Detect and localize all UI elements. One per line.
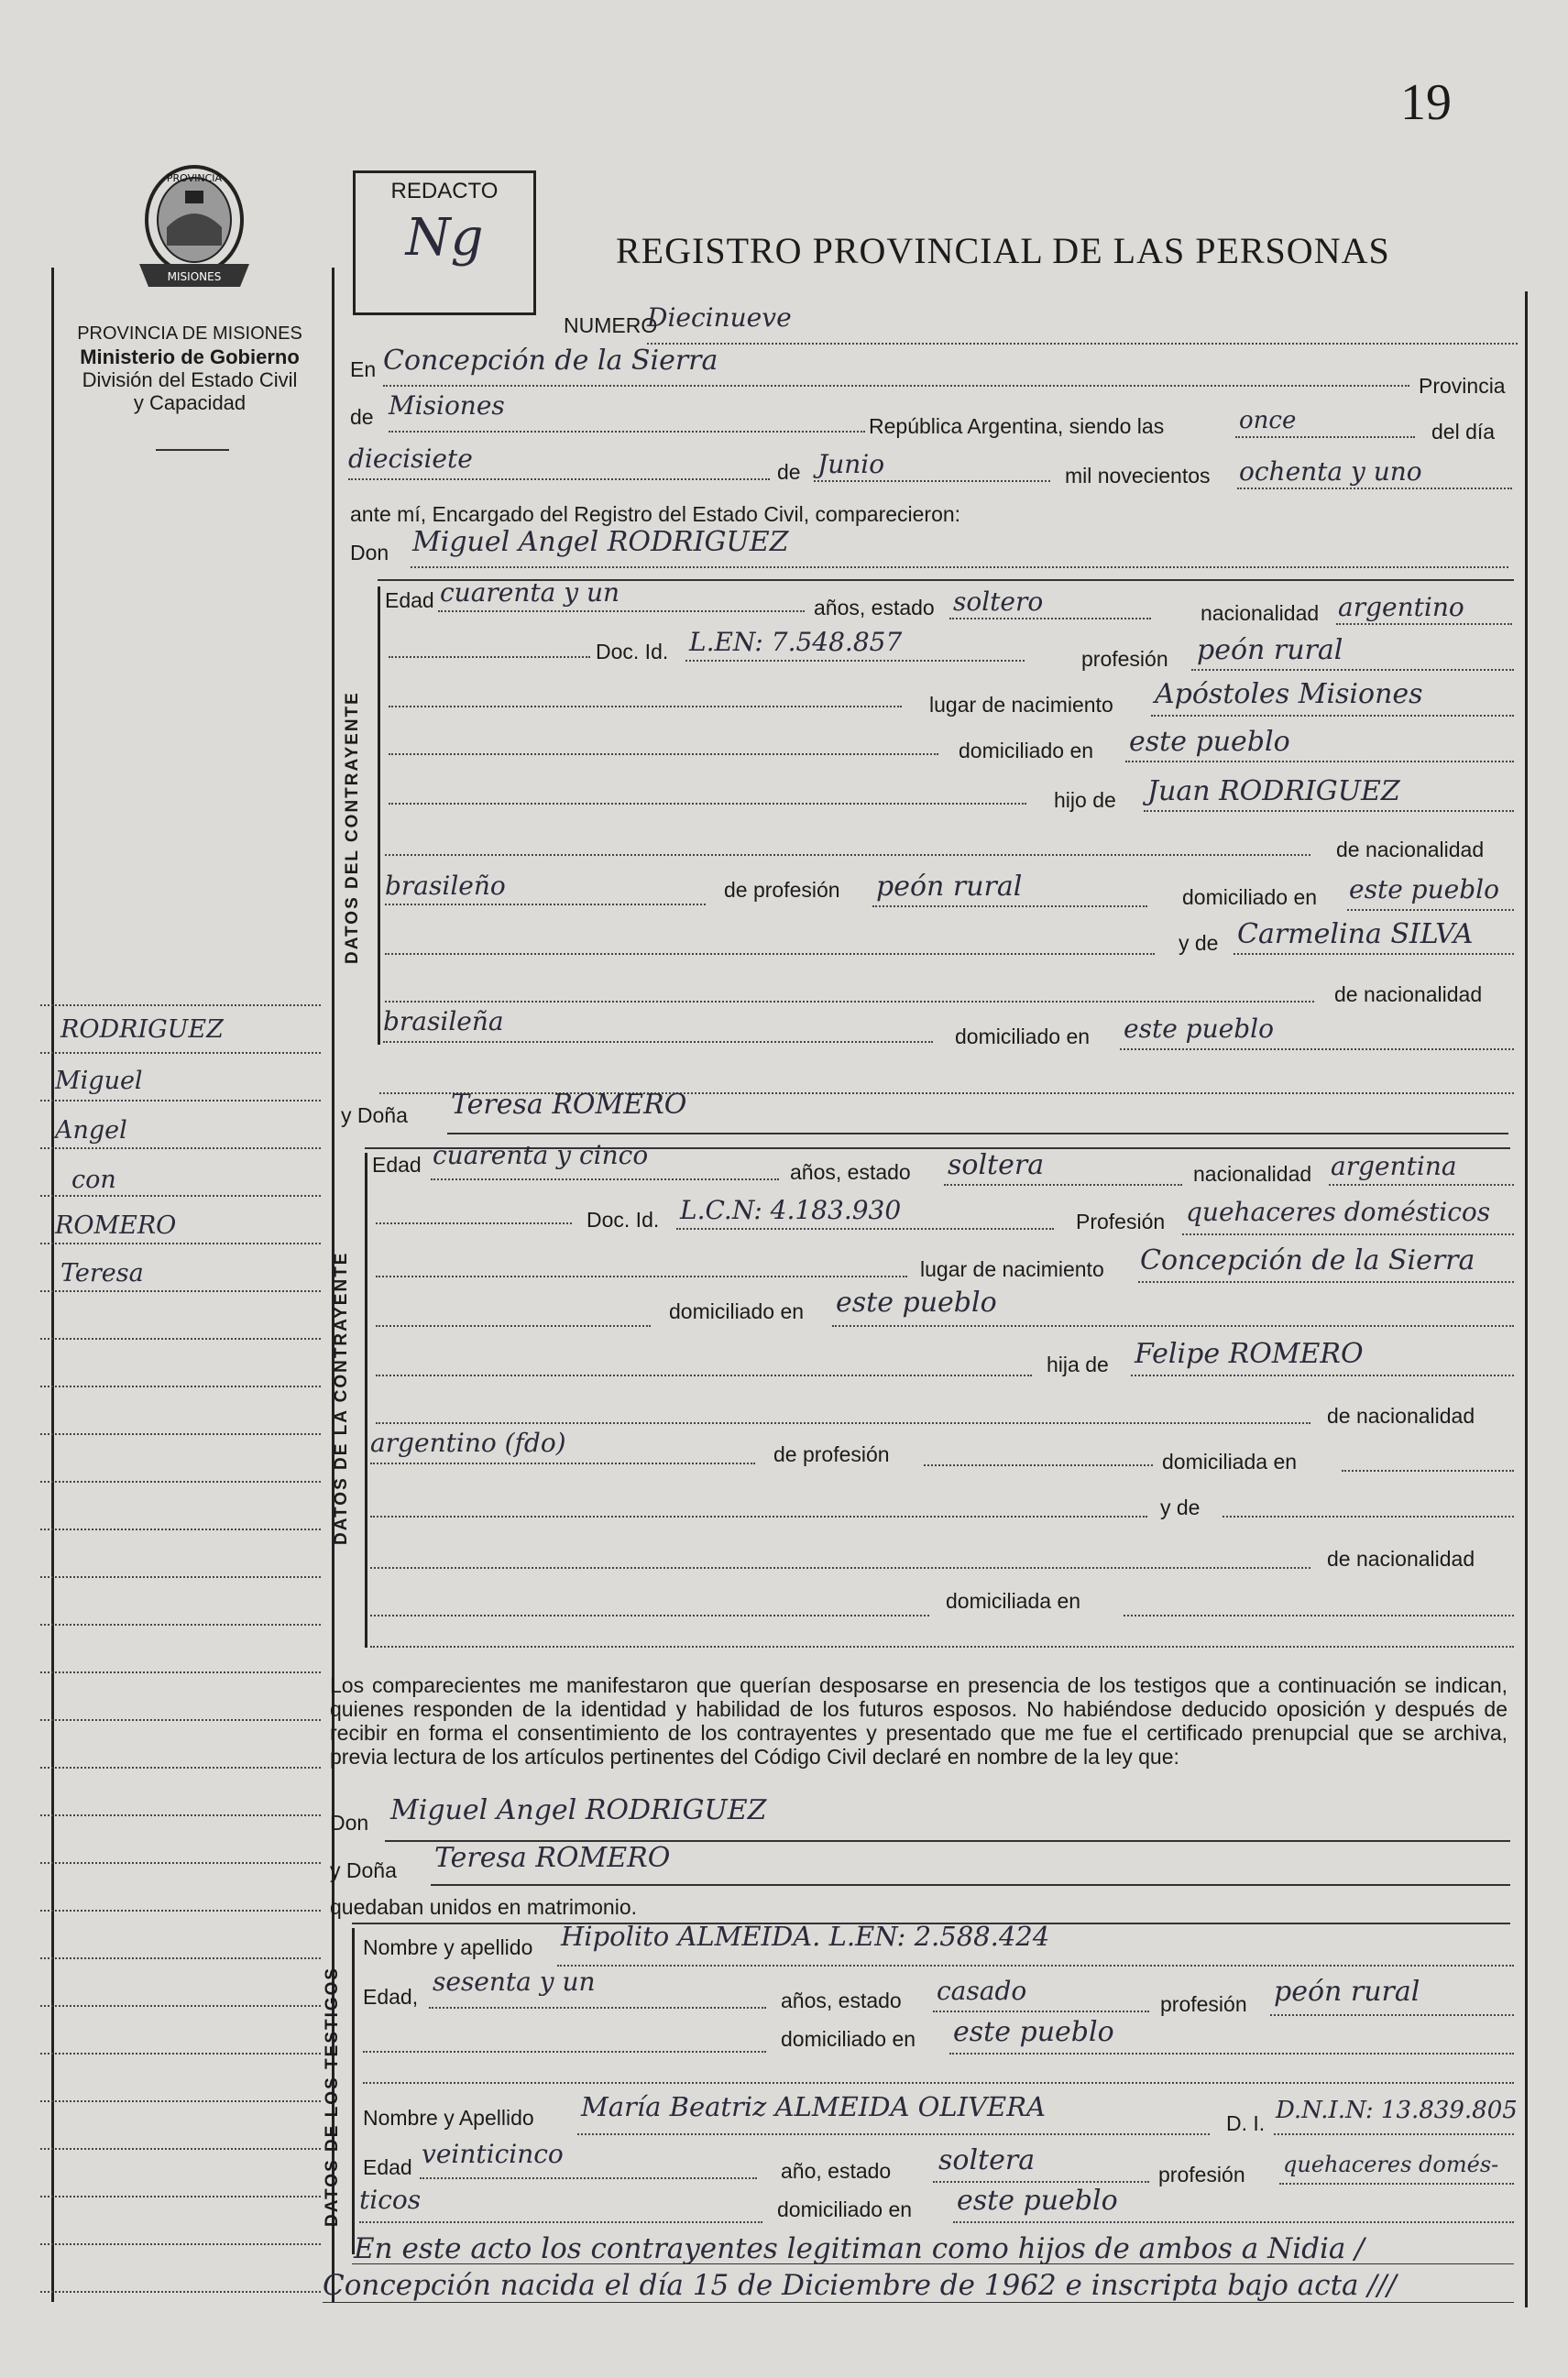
provincia-value: Misiones — [389, 390, 505, 421]
de-mes-label: de — [777, 460, 801, 484]
c-hijo-label: hijo de — [1054, 788, 1116, 812]
ante-mi-text: ante mí, Encargado del Registro del Estado Civil, comparecieron: — [350, 502, 961, 526]
ca-domiciliada-label: domiciliada en — [1162, 1450, 1298, 1474]
t2-estado-value: soltera — [938, 2144, 1036, 2176]
c-nacionalidad-value: argentino — [1338, 592, 1464, 622]
margin-given-3: Teresa — [60, 1259, 144, 1288]
margin-rule — [40, 1052, 321, 1054]
c-de-profesion-label: de profesión — [724, 878, 840, 902]
c-lugar-label: lugar de nacimiento — [929, 693, 1113, 717]
dona-label: y Doña — [341, 1103, 408, 1127]
mil-label: mil novecientos — [1065, 464, 1211, 488]
margin-rule — [40, 1957, 321, 1959]
c-domicilio-label: domiciliado en — [959, 739, 1094, 762]
margin-rule — [40, 2291, 321, 2293]
stamp-initials: Ng — [405, 208, 484, 268]
margin-rule — [40, 1576, 321, 1578]
t1-estado-value: casado — [937, 1976, 1027, 2006]
redacto-stamp — [353, 170, 536, 315]
t2-nombre-label: Nombre y Apellido — [363, 2106, 534, 2130]
margin-rule — [40, 2196, 321, 2197]
t1-nombre-label: Nombre y apellido — [363, 1935, 533, 1959]
lugar-value: Concepción de la Sierra — [383, 345, 718, 377]
t2-domicilio-value: este pueblo — [957, 2185, 1118, 2217]
don-label: Don — [350, 541, 389, 564]
del-dia-label: del día — [1431, 420, 1496, 444]
t2-profesion-value: quehaceres domés- — [1283, 2152, 1499, 2177]
annotation-line-1: En este acto los contrayentes legitiman como hijos de ambos a Nidia / — [354, 2232, 1365, 2265]
c-madre-domicilio: este pueblo — [1124, 1014, 1274, 1044]
division-line: División del Estado Civil — [82, 368, 298, 391]
ca-lugar-value: Concepción de la Sierra — [1140, 1244, 1475, 1277]
margin-rule — [40, 1100, 321, 1101]
margin-surname-1: RODRIGUEZ — [60, 1015, 224, 1044]
c-profesion-label: profesión — [1081, 647, 1168, 671]
ca-nacionalidad-value: argentina — [1331, 1151, 1457, 1181]
c-madre-domicilio-label: domiciliado en — [955, 1025, 1091, 1048]
c-padre-domicilio: este pueblo — [1349, 874, 1499, 904]
margin-surname-2: ROMERO — [55, 1211, 177, 1240]
ca-lugar-label: lugar de nacimiento — [920, 1257, 1104, 1281]
margin-rule — [40, 2148, 321, 2150]
mes-value: Junio — [817, 449, 885, 479]
c-doc-value: L.EN: 7.548.857 — [689, 627, 903, 657]
margin-rule — [40, 1767, 321, 1769]
hora-value: once — [1239, 407, 1297, 434]
decl-closing: quedaban unidos en matrimonio. — [330, 1895, 638, 1919]
ca-nacionalidad-label: nacionalidad — [1193, 1162, 1312, 1186]
c-doc-label: Doc. Id. — [596, 640, 669, 663]
margin-rule — [40, 1243, 321, 1244]
t2-edad-label: Edad — [363, 2155, 412, 2179]
ca-domicilio-value: este pueblo — [836, 1287, 997, 1319]
margin-rule — [40, 1004, 321, 1006]
t1-profesion-value: peón rural — [1274, 1976, 1420, 2008]
left-header — [48, 323, 332, 414]
t2-profesion-label: profesión — [1158, 2163, 1245, 2186]
ca-hija-label: hija de — [1047, 1353, 1109, 1376]
margin-rule — [40, 1147, 321, 1149]
t2-doc-value: D.N.I.N: 13.839.805 — [1276, 2097, 1518, 2124]
republica-label: República Argentina, siendo las — [869, 414, 1165, 438]
testigos-bracket — [352, 1928, 355, 2254]
ca-profesion-value: quehaceres domésticos — [1186, 1197, 1491, 1227]
ca-de-nacionalidad2-label: de nacionalidad — [1327, 1547, 1475, 1571]
dia-value: diecisiete — [348, 444, 473, 474]
ca-y-de-label: y de — [1160, 1496, 1201, 1519]
margin-rule — [40, 2005, 321, 2007]
provincia-label: Provincia — [1419, 374, 1506, 398]
c-estado-value: soltero — [953, 586, 1044, 617]
ca-anios-label: años, estado — [790, 1160, 911, 1184]
t1-domicilio-label: domiciliado en — [781, 2027, 916, 2051]
margin-rule — [40, 1910, 321, 1912]
margin-rule — [40, 1719, 321, 1721]
don-value: Miguel Angel RODRIGUEZ — [412, 526, 789, 558]
t1-edad-label: Edad, — [363, 1985, 419, 2009]
decl-dona-label: y Doña — [330, 1858, 397, 1882]
t2-profesion-cont: ticos — [359, 2185, 422, 2215]
ca-de-nacionalidad-label: de nacionalidad — [1327, 1404, 1475, 1428]
c-profesion-value: peón rural — [1197, 634, 1343, 666]
margin-given-2: Angel — [55, 1116, 127, 1145]
margin-conjunction: con — [71, 1166, 116, 1194]
province-line: PROVINCIA DE MISIONES — [77, 323, 302, 344]
margin-rule — [40, 1862, 321, 1864]
margin-rule — [40, 2243, 321, 2245]
annotation-line-2: Concepción nacida el día 15 de Diciembre de 1962 e inscripta bajo acta /// — [323, 2269, 1397, 2302]
c-padre-profesion: peón rural — [876, 871, 1023, 903]
page-number: 19 — [1400, 74, 1452, 131]
margin-rule — [40, 1290, 321, 1292]
c-de-nacionalidad2-label: de nacionalidad — [1334, 982, 1483, 1006]
ca-edad-label: Edad — [372, 1153, 422, 1177]
margin-rule — [40, 1624, 321, 1626]
margin-rule — [40, 1338, 321, 1340]
margin-rule — [40, 1814, 321, 1816]
c-y-de-label: y de — [1179, 931, 1219, 955]
decl-don-value: Miguel Angel RODRIGUEZ — [390, 1794, 767, 1826]
ca-padre-nacionalidad: argentino (fdo) — [370, 1428, 566, 1458]
provincial-seal — [130, 163, 258, 301]
c-padre-nacionalidad: brasileño — [385, 871, 506, 901]
stamp-label: REDACTO — [390, 179, 499, 203]
document-title: REGISTRO PROVINCIAL DE LAS PERSONAS — [616, 230, 1390, 271]
ca-doc-value: L.C.N: 4.183.930 — [680, 1195, 902, 1225]
ca-de-profesion-label: de profesión — [773, 1442, 890, 1466]
t2-doc-label: D. I. — [1226, 2111, 1266, 2135]
ca-domiciliada2-label: domiciliada en — [946, 1589, 1081, 1613]
ca-estado-value: soltera — [948, 1149, 1045, 1181]
numero-value: Diecinueve — [647, 302, 792, 333]
left-frame-line — [51, 268, 54, 2302]
seal-text-top: PROVINCIA — [166, 172, 223, 184]
margin-given-1: Miguel — [55, 1067, 143, 1095]
ca-doc-label: Doc. Id. — [587, 1208, 660, 1232]
t1-edad-value: sesenta y un — [433, 1967, 596, 1997]
ca-padre-value: Felipe ROMERO — [1135, 1338, 1364, 1370]
t2-anio-label: año, estado — [781, 2159, 892, 2183]
margin-rule — [40, 1671, 321, 1673]
ca-domicilio-label: domiciliado en — [669, 1299, 805, 1323]
seal-text-bottom: MISIONES — [167, 270, 222, 283]
margin-rule — [40, 1481, 321, 1483]
margin-rule — [40, 1529, 321, 1530]
t1-domicilio-value: este pueblo — [953, 2016, 1114, 2048]
right-frame-line — [1525, 291, 1528, 2307]
contrayente-section-label: DATOS DEL CONTRAYENTE — [343, 691, 362, 964]
c-de-nacionalidad-label: de nacionalidad — [1336, 838, 1485, 861]
c-padre-value: Juan RODRIGUEZ — [1147, 775, 1400, 807]
testigos-section-label: DATOS DE LOS TESTIGOS — [323, 1966, 342, 2227]
de-label: de — [350, 405, 374, 429]
dona-value: Teresa ROMERO — [451, 1089, 687, 1121]
en-label: En — [350, 357, 377, 381]
margin-rule — [40, 1433, 321, 1435]
header-divider — [156, 449, 229, 451]
t1-profesion-label: profesión — [1160, 1992, 1247, 2016]
t2-nombre-value: María Beatriz ALMEIDA OLIVERA — [581, 2091, 1046, 2122]
c-nacionalidad-label: nacionalidad — [1201, 601, 1320, 625]
t1-nombre-value: Hipolito ALMEIDA. L.EN: 2.588.424 — [561, 1921, 1050, 1952]
ministry-line: Ministerio de Gobierno — [80, 345, 300, 368]
c-madre-value: Carmelina SILVA — [1237, 918, 1474, 950]
c-anios-label: años, estado — [814, 596, 935, 619]
ca-edad-value: cuarenta y cinco — [433, 1140, 649, 1170]
decl-dona-value: Teresa ROMERO — [434, 1842, 671, 1874]
c-edad-label: Edad — [385, 588, 434, 612]
margin-rule — [40, 1195, 321, 1197]
declaration-text: Los comparecientes me manifestaron que querían desposarse en presencia de los testigos que a continuación se indican, quienes responden de la identidad y habilidad de los futuros esposos. No habiéndose deducido oposición y después de recibir en forma el consentimiento de los contrayentes y presentado que me fue el certificado prenupcial que se archiva, previa lectura de los artículos pertinentes del Código Civil declaré en nombre de la ley que: — [330, 1673, 1508, 1769]
capacity-line: y Capacidad — [133, 391, 247, 414]
ca-profesion-label: Profesión — [1076, 1210, 1166, 1233]
contrayenta-section-label: DATOS DE LA CONTRAYENTE — [332, 1251, 351, 1545]
margin-rule — [40, 1386, 321, 1387]
c-padre-domicilio-label: domiciliado en — [1182, 885, 1318, 909]
c-madre-nacionalidad: brasileña — [383, 1006, 504, 1036]
c-lugar-value: Apóstoles Misiones — [1155, 678, 1423, 710]
contrayenta-bracket — [365, 1153, 367, 1648]
c-edad-value: cuarenta y un — [440, 577, 620, 608]
decl-don-label: Don — [330, 1811, 369, 1835]
margin-rule — [40, 2053, 321, 2055]
numero-label: NUMERO — [564, 313, 658, 337]
t1-anios-label: años, estado — [781, 1989, 902, 2012]
anio-value: ochenta y uno — [1239, 456, 1422, 487]
margin-rule — [40, 2100, 321, 2102]
t2-domicilio-label: domiciliado en — [777, 2197, 913, 2221]
c-domicilio-value: este pueblo — [1129, 726, 1290, 758]
t2-edad-value: veinticinco — [422, 2139, 564, 2169]
contrayente-bracket — [378, 586, 380, 1045]
